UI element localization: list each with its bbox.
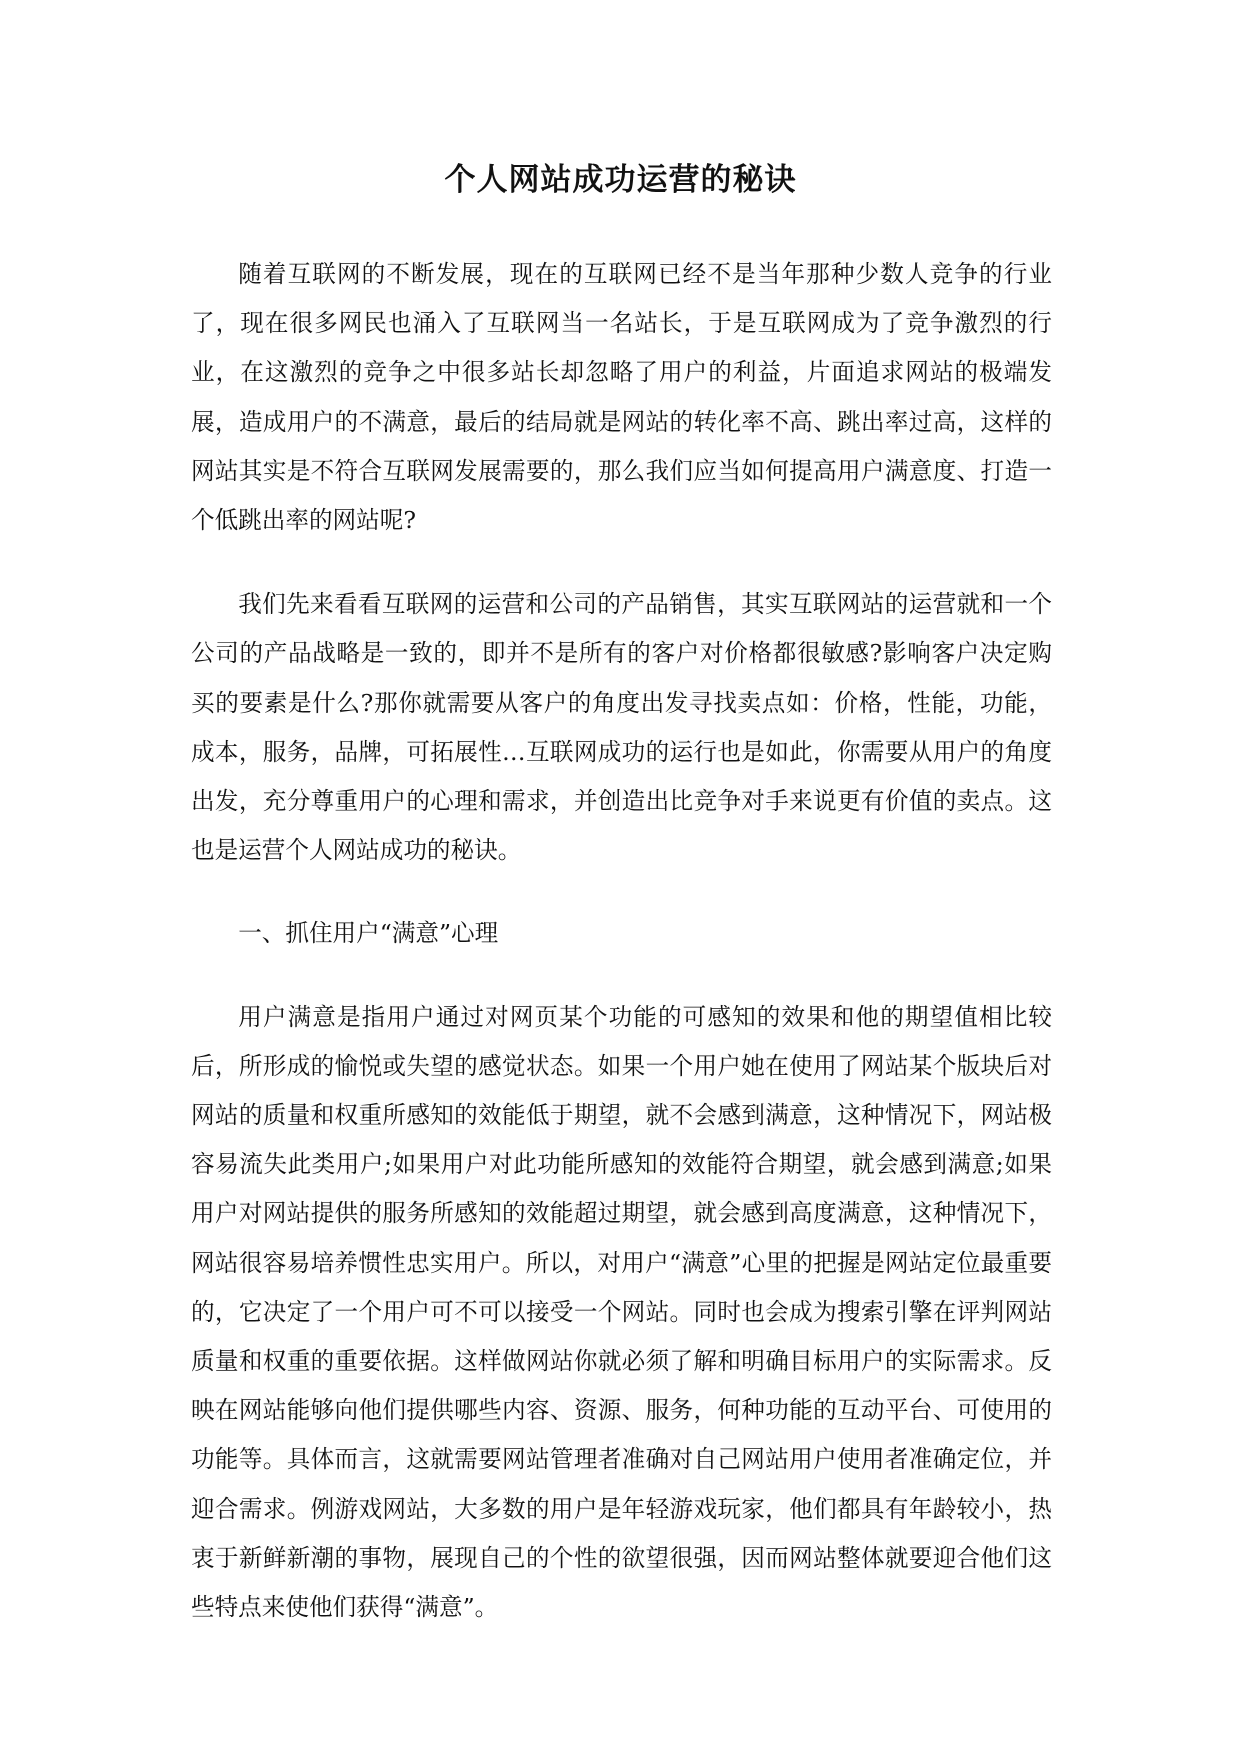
paragraph-satisfaction: 用户满意是指用户通过对网页某个功能的可感知的效果和他的期望值相比较后，所形成的愉悦或失望的感觉状态。如果一个用户她在使用了网站某个版块后对网站的质量和权重所感知的效能低于期望，就不会感到满意，这种情况下，网站极容易流失此类用户;如果用户对此功能所感知的效能符合期望，就会感到满意;如果用户对网站提供的服务所感知的效能超过期望，就会感到高度满意，这种情况下，网站很容易培养惯性忠实用户。所以，对用户“满意”心里的把握是网站定位最重要的，它决定了一个用户可不可以接受一个网站。同时也会成为搜索引擎在评判网站质量和权重的重要依据。这样做网站你就必须了解和明确目标用户的实际需求。反映在网站能够向他们提供哪些内容、资源、服务，何种功能的互动平台、可使用的功能等。具体而言，这就需要网站管理者准确对自己网站用户使用者准确定位，并迎合需求。例游戏网站，大多数的用户是年轻游戏玩家，他们都具有年龄较小，热衷于新鲜新潮的事物，展现自己的个性的欲望很强，因而网站整体就要迎合他们这些特点来使他们获得“满意”。 [191, 1002, 1052, 1622]
document-title: 个人网站成功运营的秘诀 [444, 162, 797, 198]
paragraph-operations: 我们先来看看互联网的运营和公司的产品销售，其实互联网站的运营就和一个公司的产品战略是一致的，即并不是所有的客户对价格都很敏感?影响客户决定购买的要素是什么?那你就需要从客户的角度出发寻找卖点如：价格，性能，功能，成本，服务，品牌，可拓展性…互联网成功的运行也是如此，你需要从用户的角度出发，充分尊重用户的心理和需求，并创造出比竞争对手来说更有价值的卖点。这也是运营个人网站成功的秘诀。 [191, 590, 1052, 865]
section-heading-satisfaction: 一、抓住用户“满意”心理 [238, 919, 499, 948]
document-body [191, 250, 1052, 1632]
paragraph-intro: 随着互联网的不断发展，现在的互联网已经不是当年那种少数人竞争的行业了，现在很多网民也涌入了互联网当一名站长，于是互联网成为了竞争激烈的行业，在这激烈的竞争之中很多站长却忽略了用户的利益，片面追求网站的极端发展，造成用户的不满意，最后的结局就是网站的转化率不高、跳出率过高，这样的网站其实是不符合互联网发展需要的，那么我们应当如何提高用户满意度、打造一个低跳出率的网站呢? [191, 260, 1052, 535]
